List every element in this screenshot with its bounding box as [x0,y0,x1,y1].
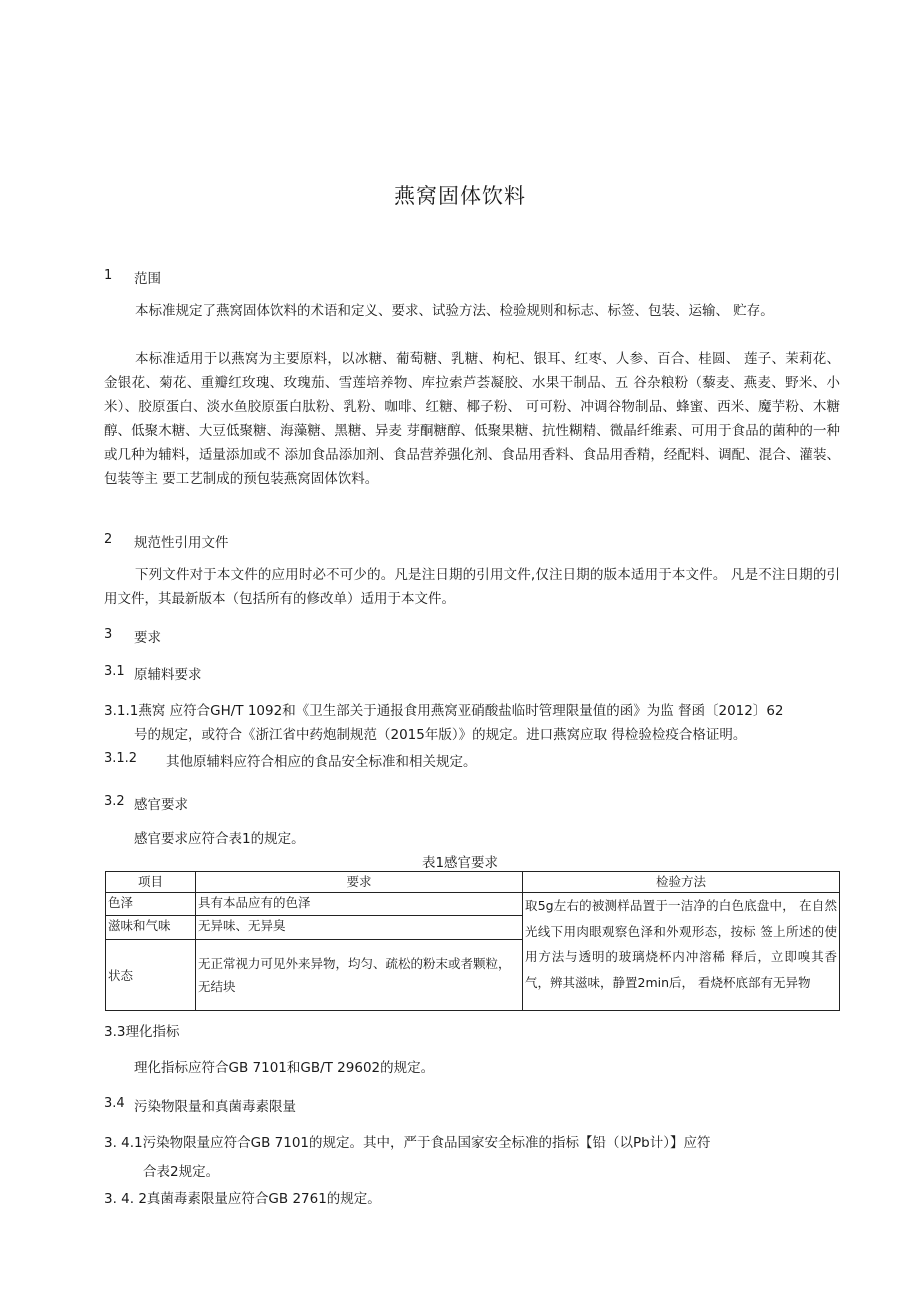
table-header-row [106,872,840,893]
table-header-requirement: 要求 [196,872,523,893]
section-3-4-heading: 污染物限量和真菌毒素限量 [134,1099,296,1115]
table-row [106,893,840,916]
sensory-requirements-table [105,871,840,1011]
section-1-paragraph-2: 本标准适用于以燕窝为主要原料，以冰糖、葡萄糖、乳糖、枸杞、银耳、红枣、人参、百合、桂圆、 莲子、茉莉花、金银花、菊花、重瓣红玫瑰、玫瑰茄、雪莲培养物、库拉索芦荟凝胶、水果干制品、五 谷杂粮粉（藜麦、燕麦、野米、小米）、胶原蛋白、淡水鱼胶原蛋白肽粉、乳粉、咖啡、红糖、椰子粉、 可可粉、冲调谷物制品、蜂蜜、西米、魔芋粉、木糖醇、低聚木糖、大豆低聚糖、海藻糖、黑糖、异麦 芽酮糖醇、低聚果糖、抗性糊精、微晶纤维素、可用于食品的菌种的一种或几种为辅料，适量添加或不 添加食品添加剂、食品营养强化剂、食品用香料、食品用香精，经配料、调配、混合、灌装、包装等主 要工艺制成的预包装燕窝固体饮料。 [104,351,840,487]
clause-3-1-1-line-1: 3.1.1燕窝 应符合GH/T 1092和《卫生部关于通报食用燕窝亚硝酸盐临时管理限量值的函》为监 督函〔2012〕62 [104,703,784,719]
section-1-heading: 范围 [134,271,161,287]
section-1-paragraph-1: 本标准规定了燕窝固体饮料的术语和定义、要求、试验方法、检验规则和标志、标签、包装、运输、 贮存。 [135,303,774,319]
section-3-number: 3 [104,627,113,642]
section-3-1-number: 3.1 [104,664,125,679]
section-3-4-number: 3.4 [104,1096,125,1111]
clause-3-4-1-line-2: 合表2规定。 [143,1164,220,1180]
section-3-2-number: 3.2 [104,794,125,809]
section-2-heading: 规范性引用文件 [134,535,229,551]
document-title: 燕窝固体饮料 [394,184,526,208]
table-1-caption: 表1感官要求 [421,855,499,871]
table-cell-item: 状态 [106,940,196,1011]
table-cell-requirement: 无正常视力可见外来异物，均匀、疏松的粉末或者颗粒，无结块 [196,940,523,1011]
table-cell-requirement: 无异味、无异臭 [196,916,523,940]
table-header-item: 项目 [106,872,196,893]
clause-3-1-1-line-2: 号的规定，或符合《浙江省中药炮制规范（2015年版）》的规定。进口燕窝应取 得检验检疫合格证明。 [134,727,747,743]
section-2-paragraph: 下列文件对于本文件的应用时必不可少的。凡是注日期的引用文件,仅注日期的版本适用于本文件。 凡是不注日期的引用文件，其最新版本（包括所有的修改单）适用于本文件。 [104,567,840,607]
table-cell-item: 滋味和气味 [106,916,196,940]
section-2-number: 2 [104,532,113,547]
section-3-heading: 要求 [134,630,161,646]
table-cell-method: 取5g左右的被测样品置于一洁净的白色底盘中， 在自然光线下用肉眼观察色泽和外观形态，按标 签上所述的使用方法与透明的玻璃烧杯内冲溶稀 释后，立即嗅其香气，辨其滋味，静置2min后， 看烧杯底部有无异物 [523,893,840,1011]
section-3-3-heading: 3.3理化指标 [104,1024,180,1040]
section-1-number: 1 [104,268,113,283]
section-3-2-intro: 感官要求应符合表1的规定。 [134,831,305,847]
clause-3-1-2-text: 其他原辅料应符合相应的食品安全标准和相关规定。 [166,754,477,770]
section-3-3-text: 理化指标应符合GB 7101和GB/T 29602的规定。 [134,1060,435,1076]
clause-3-4-2-text: 3. 4. 2真菌毒素限量应符合GB 2761的规定。 [104,1191,381,1207]
clause-3-4-1-line-1: 3. 4.1污染物限量应符合GB 7101的规定。其中，严于食品国家安全标准的指标【铅（以Pb计）】应符 [104,1135,711,1151]
table-header-method: 检验方法 [523,872,840,893]
clause-3-1-2-number: 3.1.2 [104,751,138,766]
table-cell-requirement: 具有本品应有的色泽 [196,893,523,916]
section-3-1-heading: 原辅料要求 [134,667,202,683]
table-cell-item: 色泽 [106,893,196,916]
section-3-2-heading: 感官要求 [134,797,188,813]
